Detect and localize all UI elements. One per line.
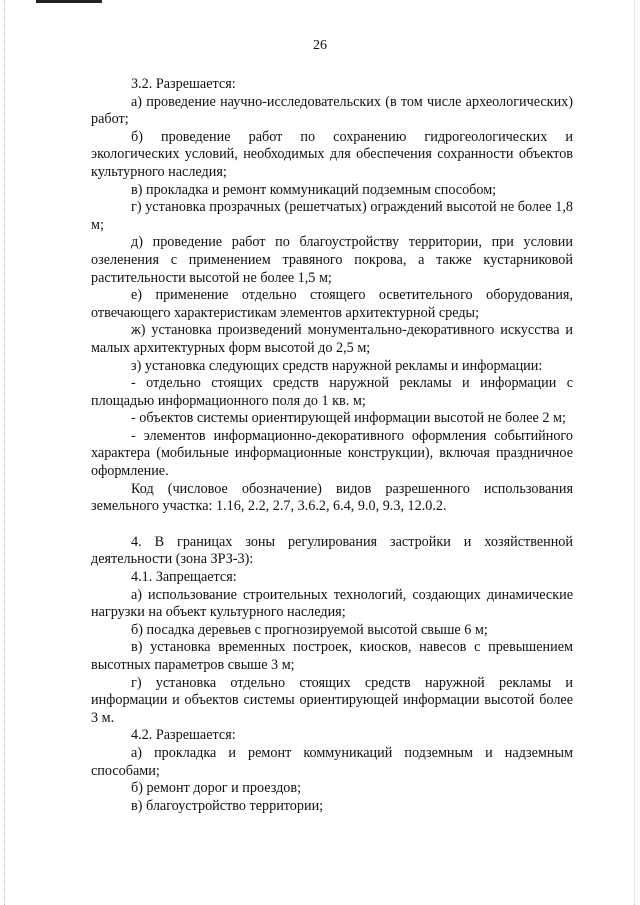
paragraph: б) ремонт дорог и проездов; — [131, 780, 302, 797]
paragraph: в) благоустройство территории; — [131, 797, 324, 814]
paragraph: а) проведение научно-исследовательских (в том числе археологических) работ; — [91, 93, 573, 128]
paragraph: г) установка отдельно стоящих средств наружной рекламы и информации и объектов системы ориентирующей информации высотой более 3 м. — [91, 674, 573, 726]
section-heading: 4. В границах зоны регулирования застройки и хозяйственной деятельности (зона ЗРЗ-3): — [91, 533, 573, 568]
document-body — [91, 76, 573, 815]
paragraph: 4.2. Разрешается: — [131, 727, 236, 744]
paragraph: в) прокладка и ремонт коммуникаций подземным способом; — [131, 181, 497, 198]
paragraph: е) применение отдельно стоящего осветительного оборудования, отвечающего характеристикам элементов архитектурной среды; — [91, 287, 573, 321]
paragraph: г) установка прозрачных (решетчатых) ограждений высотой не более 1,8 м; — [91, 199, 573, 233]
paragraph: а) использование строительных технологий, создающих динамические нагрузки на объект культурного наследия; — [91, 586, 573, 621]
scan-artifact-bar — [36, 0, 102, 3]
paragraph: 4.1. Запрещается: — [131, 569, 237, 586]
paragraph: в) установка временных построек, киосков, навесов с превышением высотных параметров свыше 3 м; — [91, 639, 573, 673]
page-number: 26 — [313, 38, 327, 53]
paragraph: 3.2. Разрешается: — [131, 76, 236, 92]
paragraph: ж) установка произведений монументально-декоративного искусства и малых архитектурных форм высотой до 2,5 м; — [91, 322, 573, 356]
paragraph: б) посадка деревьев с прогнозируемой высотой свыше 6 м; — [131, 621, 488, 638]
paragraph: - объектов системы ориентирующей информации высотой не более 2 м; — [131, 410, 566, 427]
scan-edge-left — [4, 0, 6, 905]
paragraph: - отдельно стоящих средств наружной рекламы и информации с площадью информационного поля до 1 кв. м; — [91, 375, 573, 409]
paragraph: б) проведение работ по сохранению гидрогеологических и экологических условий, необходимых для обеспечения сохранности объектов культурного наследия; — [91, 128, 573, 180]
paragraph: з) установка следующих средств наружной рекламы и информации: — [131, 357, 543, 374]
paragraph: Код (числовое обозначение) видов разрешенного использования земельного участка: 1.16, 2.2, 2.7, 3.6.2, 6.4, 9.0, 9.3, 12.0.2. — [91, 480, 573, 515]
scan-edge-right — [634, 0, 636, 905]
paragraph: д) проведение работ по благоустройству территории, при условии озеленения с применением травяного покрова, а также кустарниковой растительности высотой не более 1,5 м; — [91, 234, 573, 286]
paragraph: а) прокладка и ремонт коммуникаций подземным и надземным способами; — [91, 744, 573, 779]
paragraph: - элементов информационно-декоративного оформления событийного характера (мобильные информационные конструкции), включая праздничное оформление. — [91, 427, 573, 480]
